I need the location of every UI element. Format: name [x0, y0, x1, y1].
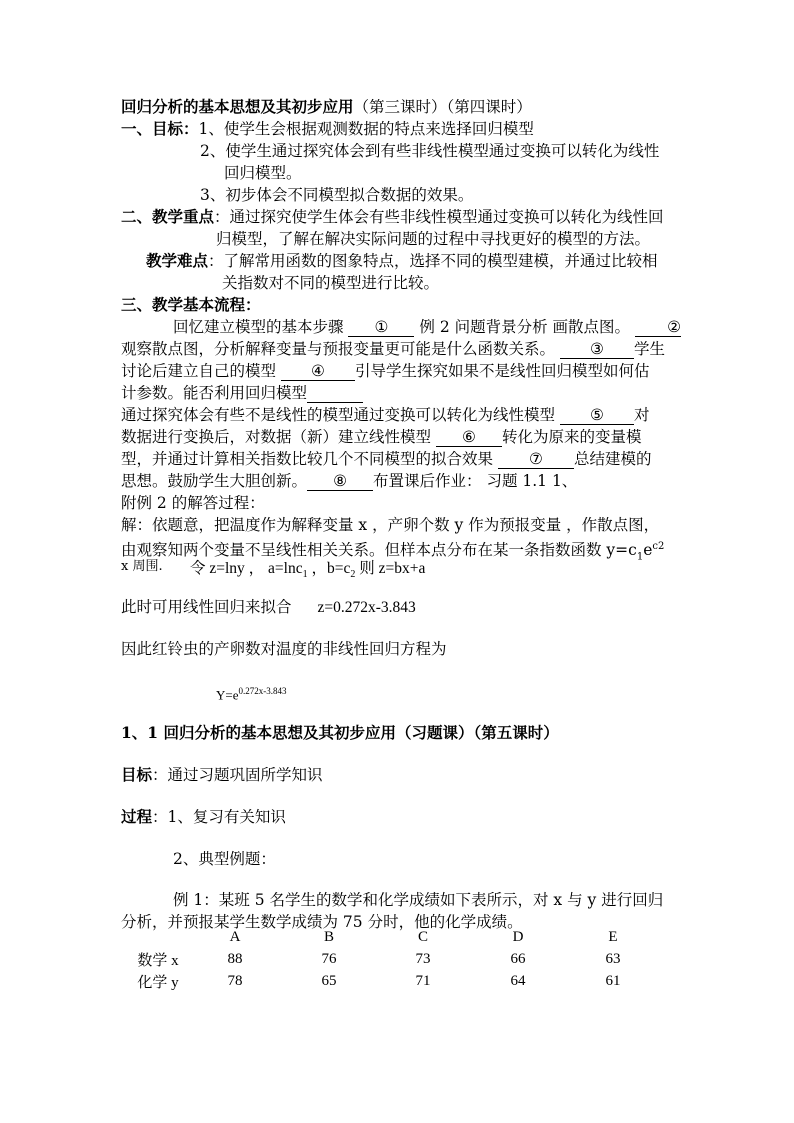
lesson2-goal-text: ：通过习题巩固所学知识: [152, 766, 323, 784]
lesson1-title-suffix: （第三课时）（第四课时）: [353, 98, 532, 116]
solution-text: e: [643, 541, 653, 560]
lesson2-goal-line: [121, 764, 323, 786]
blank-5: ⑤: [560, 406, 634, 425]
goals-label: 一、目标：: [121, 119, 199, 138]
table-header-cell: C: [417, 928, 428, 945]
blank-after-model: [307, 384, 363, 403]
table-header-row: [128, 926, 660, 948]
goal-2a: 2、使学生通过探究体会到有些非线性模型通过变换可以转化为线性: [200, 142, 660, 160]
flow-text: 转化为原来的变量模: [501, 428, 642, 446]
final-equation-exponent: 0.272x-3.843: [238, 686, 287, 696]
flow-text: 回忆建立模型的基本步骤: [173, 318, 344, 336]
table-header-cell: D: [512, 928, 524, 945]
flow-text: 数据进行变换后，对数据（新）建立线性模型: [121, 428, 432, 446]
table-cell: 88: [227, 950, 243, 967]
flow-text: 总结建模的: [573, 450, 652, 468]
flow-line-1: [173, 316, 681, 338]
flow-text: 计参数。能否利用回归模型: [121, 384, 308, 402]
table-cell: 78: [227, 972, 243, 989]
examples-heading: 2、典型例题：: [173, 850, 276, 868]
key-point-label: 二、教学重点: [121, 207, 215, 226]
flow-text: 布置课后作业： 习题 1.1 1、: [373, 472, 578, 490]
table-row-label: 化学 y: [137, 974, 179, 991]
blank-6: ⑥: [436, 428, 502, 447]
table-cell: 64: [510, 972, 526, 989]
substitution-text: 令 z=lny ， a=lnc: [190, 560, 303, 577]
subscript: 1: [302, 569, 308, 581]
flow-text: 例 2 问题背景分析 画散点图。: [419, 318, 631, 336]
lesson2-process-label: 过程: [121, 807, 153, 826]
blank-3: ③: [560, 340, 634, 359]
table-header-cell: [128, 926, 188, 948]
flow-line-6: [121, 426, 641, 448]
fit-label: 此时可用线性回归来拟合: [121, 598, 292, 616]
blank-1: ①: [348, 318, 414, 337]
final-equation: [216, 680, 287, 706]
lesson2-title: 1、1 回归分析的基本思想及其初步应用（习题课）（第五课时）: [121, 723, 559, 742]
flow-text: 引导学生探究如果不是线性回归模型如何估: [354, 362, 650, 380]
flow-text: 观察散点图，分析解释变量与预报变量更可能是什么函数关系。: [121, 340, 556, 358]
difficulty-a: ：了解常用函数的图象特点，选择不同的模型建模，并通过比较相: [208, 252, 658, 270]
key-point-a: ：通过探究使学生体会有些非线性模型通过变换可以转化为线性回: [214, 208, 664, 226]
goals-line-1: [121, 118, 534, 140]
table-header-cell: A: [229, 928, 241, 945]
lesson1-title: 回归分析的基本思想及其初步应用: [121, 97, 354, 116]
solution-line-1: 解：依题意，把温度作为解释变量 x ，产卵个数 y 作为预报变量 ，作散点图，: [121, 516, 660, 534]
table-row: [128, 970, 660, 992]
difficulty-line-1: [146, 250, 658, 272]
blank-7: ⑦: [498, 450, 574, 469]
difficulty-b: 关指数对不同的模型进行比较。: [222, 274, 440, 292]
lesson2-process-text: ：1、复习有关知识: [152, 808, 286, 826]
fit-equation: z=0.272x-3.843: [317, 599, 416, 616]
flow-text: 型，并通过计算相关指数比较几个不同模型的拟合效果: [121, 450, 494, 468]
example-1-line-1: 例 1：某班 5 名学生的数学和化学成绩如下表所示，对 x 与 y 进行回归: [173, 891, 664, 909]
flow-text: 讨论后建立自己的模型: [121, 362, 277, 380]
table-cell: 76: [321, 950, 337, 967]
flow-line-2: [121, 338, 665, 360]
table-row-label: 数学 x: [137, 952, 179, 969]
solution-text: 由观察知两个变量不呈线性相关关系。但样本点分布在某一条指数函数 y=c: [121, 541, 637, 560]
goal-3: 3、初步体会不同模型拟合数据的效果。: [200, 186, 474, 204]
flow-line-7: [121, 448, 651, 470]
subscript: 1: [636, 551, 644, 563]
flow-text: 思想。鼓励学生大胆创新。: [121, 472, 308, 490]
difficulty-label: 教学难点: [146, 251, 209, 270]
key-point-b: 归模型，了解在解决实际问题的过程中寻找更好的模型的方法。: [216, 230, 651, 248]
blank-8: ⑧: [307, 472, 373, 491]
flow-line-3: [121, 360, 649, 382]
blank-4: ④: [281, 362, 355, 381]
table-header-cell: B: [323, 928, 334, 945]
lesson2-goal-label: 目标: [121, 765, 153, 784]
final-equation-base: Y=e: [216, 687, 239, 703]
table-cell: 71: [415, 972, 431, 989]
flow-text: 对: [633, 406, 650, 424]
lesson1-title-line: [121, 96, 532, 118]
substitution-line: [190, 558, 425, 586]
table-cell: 63: [605, 950, 621, 967]
goal-1: 1、使学生会根据观测数据的特点来选择回归模型: [198, 120, 534, 138]
flow-text: 学生: [633, 340, 665, 358]
solution-header: 附例 2 的解答过程：: [121, 494, 265, 512]
example-1-line-2: 分析，并预报某学生数学成绩为 75 分时，他的化学成绩。: [121, 913, 523, 931]
substitution-text: 则 z=bx+a: [355, 560, 426, 577]
flow-text: 通过探究体会有些不是线性的模型通过变换可以转化为线性模型: [121, 406, 556, 424]
table-cell: 66: [510, 950, 526, 967]
fit-line: [121, 596, 416, 619]
key-point-line-1: [121, 206, 664, 228]
table-cell: 65: [321, 972, 337, 989]
superscript: c2: [652, 541, 665, 552]
goal-2b: 回归模型。: [224, 164, 302, 182]
solution-line-3: x 周围.: [121, 559, 163, 574]
table-header-cell: E: [608, 928, 618, 945]
scores-table: [128, 926, 660, 992]
flow-label: 三、教学基本流程：: [121, 295, 261, 314]
table-row: [128, 948, 660, 970]
lesson2-process-line: [121, 806, 286, 828]
substitution-text: ，b=c: [307, 560, 351, 577]
flow-line-4: [121, 382, 363, 404]
subscript: 2: [350, 569, 356, 581]
table-cell: 61: [605, 972, 621, 989]
blank-2: ②: [635, 318, 681, 337]
flow-line-8: [121, 470, 577, 492]
flow-line-5: [121, 404, 649, 426]
nonlinear-line: 因此红铃虫的产卵数对温度的非线性回归方程为: [121, 640, 447, 658]
table-cell: 73: [415, 950, 431, 967]
